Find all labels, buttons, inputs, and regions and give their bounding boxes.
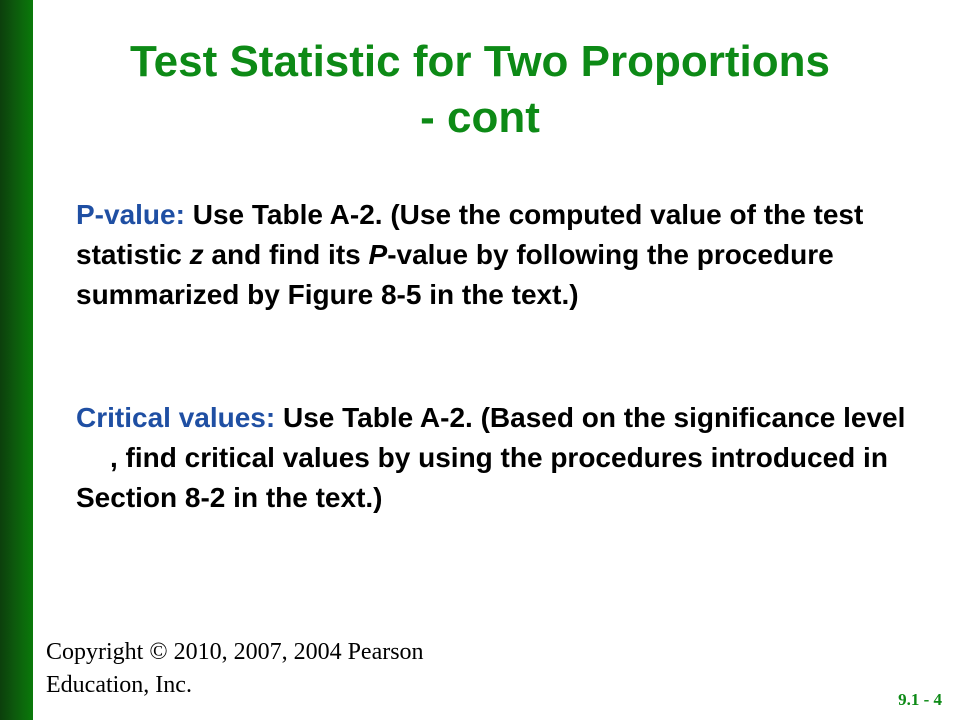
slide-title (40, 34, 920, 146)
copyright-line-1: Copyright © 2010, 2007, 2004 Pearson (46, 639, 424, 665)
pvalue-text-b: and find its (203, 239, 369, 270)
title-line-1: Test Statistic for Two Proportions (130, 37, 830, 86)
pvalue-lead: P-value: (76, 199, 185, 230)
copyright-line-2: Education, Inc. (46, 672, 192, 698)
sidebar-bar (0, 0, 33, 720)
pvalue-text-a: Use Table A-2. (Use the computed value of the test statistic (76, 199, 864, 270)
critical-text-b: , find critical values by using the procedures introduced in Section 8-2 in the text.) (76, 442, 888, 513)
pvalue-z: z (189, 239, 204, 270)
critical-paragraph (76, 398, 916, 518)
critical-text-a: Use Table A-2. (Based on the significance level (275, 402, 906, 433)
pvalue-paragraph (76, 195, 916, 315)
critical-lead: Critical values: (76, 402, 276, 433)
copyright-notice (46, 636, 606, 702)
title-line-2: - cont (420, 93, 540, 142)
pvalue-text-c: -value by following the procedure summarized by Figure 8-5 in the text.) (76, 239, 834, 310)
slide-number: 9.1 - 4 (898, 690, 942, 709)
pvalue-p: P (368, 239, 388, 270)
